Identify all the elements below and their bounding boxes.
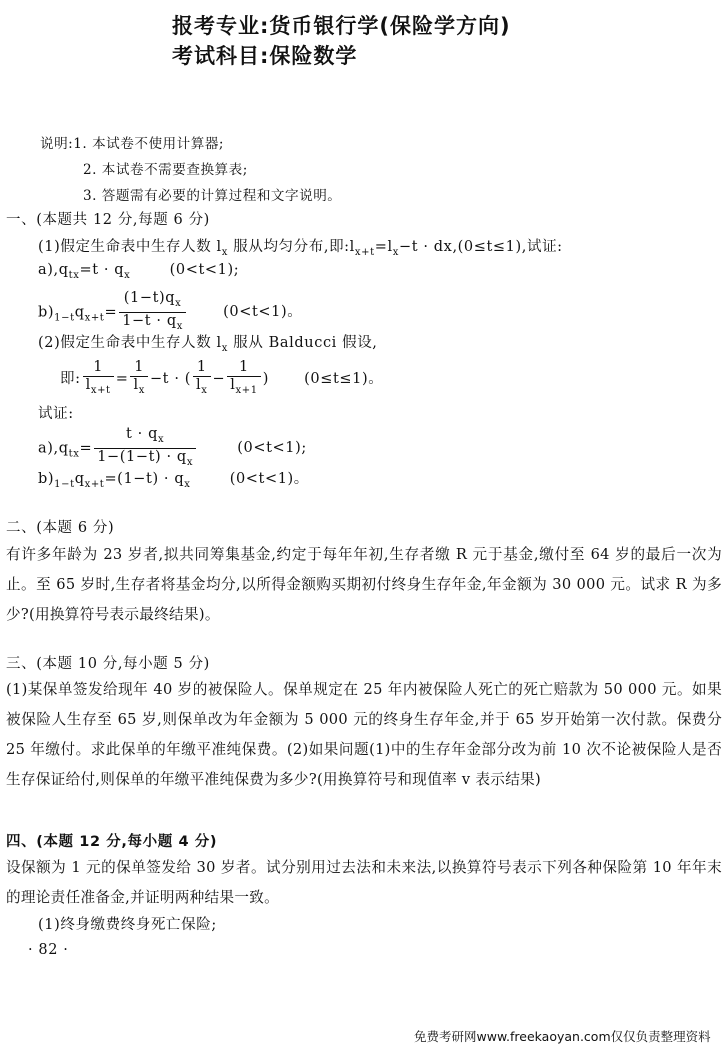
uniform-dist-formula: $l_{x+t}=l_x-t \cdot dx,(0\le t\le 1)$,试证: [349,239,563,258]
exam-subject-title: 考试科目:保险数学 [172,44,358,68]
q4-text: 设保额为 1 元的保单签发给 30 岁者。试分别用过去法和未来法,以换算符号表示下列各种保险第 10 年年末的理论责任准备金,并证明两种结果一致。 [6,859,722,906]
balducci-formula: 即: $\frac{1}{l_{x+t}}$ = $\frac{1}{l_x}$ −t · ( $\frac{1}{l_x}$ − $\frac{1}{l_{x+1}}$ ) (0≤t≤1)。 [60,359,384,396]
notes-label: 说明: [40,136,74,152]
exam-major-title: 报考专业:货币银行学(保险学方向) [172,14,511,38]
q3-heading: 三、(本题 10 分,每小题 5 分) [6,656,210,672]
fraction: $\frac{(1-t)q_x}{1-t \cdot q_x}$ [119,290,186,335]
q4-heading: 四、(本题 12 分,每小题 4 分) [6,834,218,850]
q1-prove-label: 试证: [38,406,74,422]
notes-line-1 [40,132,224,152]
note-item: 1. 本试卷不使用计算器; [73,136,224,152]
q1-part2-intro: (2)假定生命表中生存人数 $l_x$ 服从 Balducci 假设, [38,335,378,354]
q2-text: 有许多年龄为 23 岁者,拟共同筹集基金,约定于每年年初,生存者缴 R 元于基金,缴付至 64 岁的最后一次为止。至 65 岁时,生存者将基金均分,以所得金额购买期初付终身生存年金,年金额为 30 000 元。试求 R 为多少?(用换算符号表示最终结果)。 [6,546,722,623]
note-item: 3. 答题需有必要的计算过程和文字说明。 [83,188,342,204]
note-item: 2. 本试卷不需要查换算表; [83,162,248,178]
footer-source-note: 免费考研网www.freekaoyan.com仅仅负责整理资料 [414,1029,711,1044]
q1-part2-b: $b)_{1-t}q_{x+t}=(1-t) \cdot q_x$ (0<t<1)。 [38,471,309,490]
q4-item-1: (1)终身缴费终身死亡保险; [38,917,217,933]
q1-part1-b: $b)_{1-t}q_{x+t}=$ $\frac{(1-t)q_x}{1-t \cdot q_x}$ (0<t<1)。 [38,290,302,335]
q1-part2-a: $a),q_{tx}=$ $\frac{t \cdot q_x}{1-(1-t) \cdot q_x}$ (0<t<1); [38,426,307,468]
q1-part1-a: $a),q_{tx}=t \cdot q_x$ (0<t<1); [38,262,240,281]
q1-heading: 一、(本题共 12 分,每题 6 分) [6,212,210,228]
q2-heading: 二、(本题 6 分) [6,520,115,536]
q1-part1-intro: (1)假定生命表中生存人数 $l_x$ 服从均匀分布,即$:l_{x+t}=l_x-t \cdot dx,(0\le t\le 1)$,试证: [38,239,563,258]
page-number: · 82 · [28,942,69,958]
q3-text: (1)某保单签发给现年 40 岁的被保险人。保单规定在 25 年内被保险人死亡的死亡赔款为 50 000 元。如果被保险人生存至 65 岁,则保单改为年金额为 5 000 元的终身生存年金,并于 65 岁开始第一次付款。保费分 25 年缴付。求此保单的年缴平准纯保费。(2)如果问题(1)中的生存年金部分改为前 10 次不论被保险人是否生存保证给付,则保单的年缴平准纯保费为多少?(用换算符号和现值率 v 表示结果) [6,681,722,788]
